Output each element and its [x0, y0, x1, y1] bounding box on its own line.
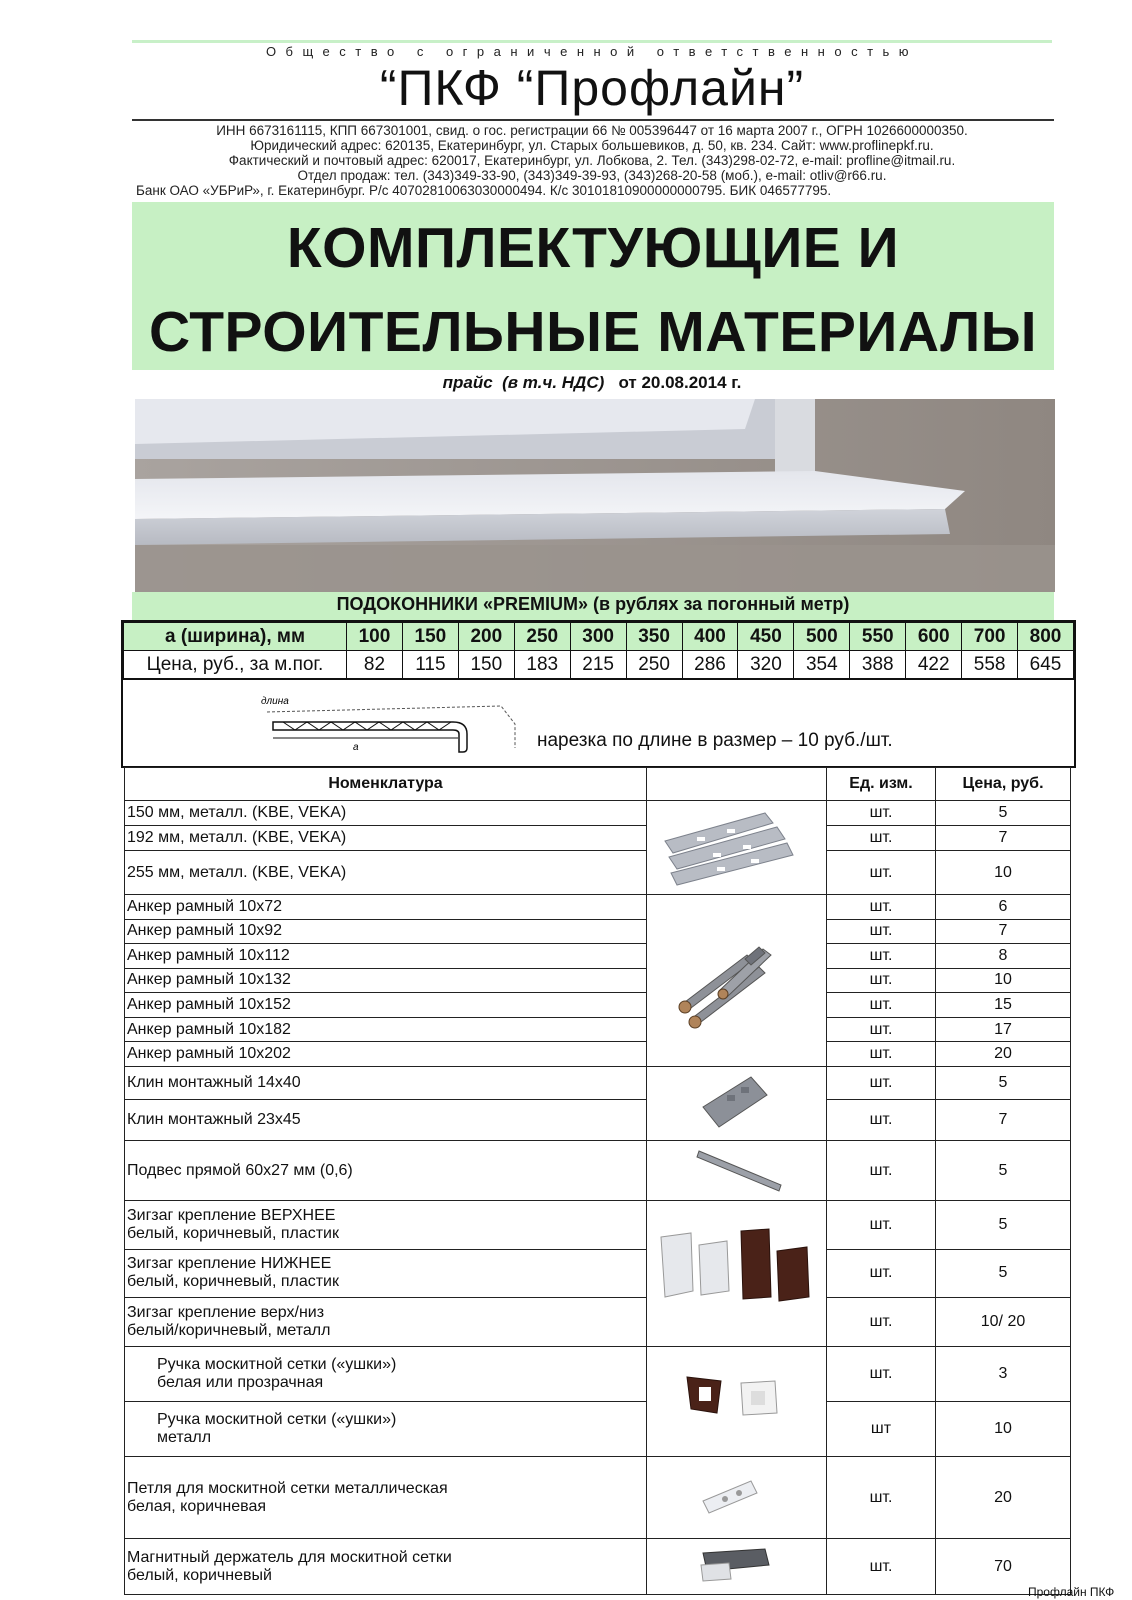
table-row: [125, 944, 1071, 969]
item-price: 7: [936, 919, 1071, 944]
item-price: 5: [936, 801, 1071, 826]
mounting-wedge-image: [647, 1067, 827, 1141]
item-price: 8: [936, 944, 1071, 969]
item-price: 5: [936, 1201, 1071, 1250]
frame-anchor-image: [647, 895, 827, 1067]
item-unit: шт.: [827, 851, 936, 895]
price-date: [132, 373, 1052, 393]
item-name-line: металл: [157, 1429, 212, 1446]
requisites-line: Юридический адрес: 620135, Екатеринбург, ул. Старых большевиков, д. 50, кв. 234. Сайт: www.proflinepkf.ru.: [250, 138, 934, 153]
item-name: 255 мм, металл. (KBE, VEKA): [125, 851, 647, 895]
col-header-name: Номенклатура: [125, 768, 647, 801]
item-unit: шт.: [827, 944, 936, 969]
item-unit: шт.: [827, 968, 936, 993]
item-name-line: белый, коричневый, пластик: [127, 1273, 339, 1291]
straight-hanger-image: [647, 1141, 827, 1201]
item-price: 5: [936, 1067, 1071, 1100]
table-row: [125, 1249, 1071, 1298]
item-name-line: Магнитный держатель для москитной сетки: [127, 1548, 452, 1566]
sill-price: 150: [458, 651, 514, 679]
sill-section-title: ПОДОКОННИКИ «PREMIUM» (в рублях за погонный метр): [336, 594, 850, 614]
table-row: [125, 826, 1071, 851]
item-name-line: Ручка москитной сетки («ушки»): [157, 1411, 397, 1428]
vat-note: (в т.ч. НДС): [502, 373, 605, 392]
table-header-row: [125, 768, 1071, 801]
item-name-line: белый, коричневый, пластик: [127, 1224, 339, 1242]
item-price: 6: [936, 895, 1071, 920]
sill-width: 150: [402, 623, 458, 651]
magnetic-holder-image: [647, 1539, 827, 1595]
page-footer: Профлайн ПКФ: [1028, 1585, 1115, 1599]
item-name-line: белая или прозрачная: [157, 1374, 324, 1391]
sill-price: 250: [626, 651, 682, 679]
sill-width: 450: [738, 623, 794, 651]
windowsill-photo: [135, 399, 1055, 592]
sill-width: 500: [794, 623, 850, 651]
sill-price: 558: [962, 651, 1018, 679]
sill-price: 115: [402, 651, 458, 679]
accessories-price-table: [124, 767, 1070, 1595]
sill-width: 550: [850, 623, 906, 651]
requisites: [132, 123, 1052, 198]
item-unit: шт.: [827, 993, 936, 1018]
table-row: [125, 1141, 1071, 1201]
sill-price-label: Цена, руб., за м.пог.: [124, 651, 347, 679]
item-name: [125, 1539, 647, 1595]
sill-width: 100: [347, 623, 403, 651]
sill-width: 700: [962, 623, 1018, 651]
price-date-value: от 20.08.2014 г.: [618, 373, 742, 392]
header-divider: [132, 119, 1054, 121]
cut-to-size-note: нарезка по длине в размер – 10 руб./шт.: [537, 730, 893, 751]
item-name: [125, 1249, 647, 1298]
zigzag-fastener-image: [647, 1201, 827, 1347]
item-unit: шт: [827, 1402, 936, 1457]
col-header-unit: Ед. изм.: [827, 768, 936, 801]
mesh-hinge-image: [647, 1457, 827, 1539]
item-name: [125, 1298, 647, 1347]
table-row: [125, 895, 1071, 920]
sill-width: 600: [906, 623, 962, 651]
item-unit: шт.: [827, 1457, 936, 1539]
item-name: Анкер рамный 10х132: [125, 968, 647, 993]
table-row: [125, 993, 1071, 1018]
item-unit: шт.: [827, 1201, 936, 1250]
item-name: Клин монтажный 14х40: [125, 1067, 647, 1100]
col-header-price: Цена, руб.: [936, 768, 1071, 801]
item-name: [125, 1457, 647, 1539]
item-unit: шт.: [827, 1539, 936, 1595]
sill-profile-icon: [253, 684, 553, 764]
table-row: [125, 1201, 1071, 1250]
item-name: Анкер рамный 10х92: [125, 919, 647, 944]
table-row: [125, 1347, 1071, 1402]
table-row: [125, 1539, 1071, 1595]
item-name-line: белый, коричневый: [127, 1566, 272, 1584]
item-name: 150 мм, металл. (KBE, VEKA): [125, 801, 647, 826]
item-unit: шт.: [827, 801, 936, 826]
sill-width: 300: [570, 623, 626, 651]
sill-price: 388: [850, 651, 906, 679]
item-name: Анкер рамный 10х152: [125, 993, 647, 1018]
table-row: [125, 1100, 1071, 1141]
org-name: “ПКФ “Профлайн”: [379, 60, 805, 116]
table-row: [125, 968, 1071, 993]
sill-price: 215: [570, 651, 626, 679]
item-unit: шт.: [827, 1347, 936, 1402]
item-name: Анкер рамный 10х72: [125, 895, 647, 920]
item-name: [125, 1402, 647, 1457]
item-unit: шт.: [827, 826, 936, 851]
item-unit: шт.: [827, 895, 936, 920]
requisites-line: Фактический и почтовый адрес: 620017, Екатеринбург, ул. Лобкова, 2. Тел. (343)298-02-72, e-mail: profline@itmail.ru.: [228, 153, 956, 168]
item-name-line: Ручка москитной сетки («ушки»): [157, 1356, 397, 1373]
sill-width-label: а (ширина), мм: [124, 623, 347, 651]
item-price: 15: [936, 993, 1071, 1018]
drawing-length-label: длина: [261, 696, 289, 707]
table-row: [125, 801, 1071, 826]
item-price: 5: [936, 1249, 1071, 1298]
item-price: 20: [936, 1042, 1071, 1067]
sill-profile-drawing: [123, 679, 1074, 766]
item-name-line: Зигзаг крепление НИЖНЕЕ: [127, 1255, 332, 1273]
sill-price: 183: [514, 651, 570, 679]
item-price: 7: [936, 826, 1071, 851]
requisites-line: ИНН 6673161115, КПП 667301001, свид. о гос. регистрации 66 № 005396447 от 16 марта 2007 г., ОГРН 1026600000350.: [216, 123, 968, 138]
item-name: Подвес прямой 60х27 мм (0,6): [125, 1141, 647, 1201]
item-unit: шт.: [827, 1067, 936, 1100]
table-row: [125, 1298, 1071, 1347]
sill-price: 422: [906, 651, 962, 679]
sill-price: 320: [738, 651, 794, 679]
table-row: [125, 1017, 1071, 1042]
item-price: 10: [936, 1402, 1071, 1457]
sill-width: 800: [1018, 623, 1074, 651]
item-name-line: Зигзаг крепление верх/низ: [127, 1304, 325, 1322]
item-name: Анкер рамный 10х202: [125, 1042, 647, 1067]
sill-price: 645: [1018, 651, 1074, 679]
item-unit: шт.: [827, 1141, 936, 1201]
item-name: Анкер рамный 10х182: [125, 1017, 647, 1042]
item-name: [125, 1201, 647, 1250]
item-price: 3: [936, 1347, 1071, 1402]
item-price: 10: [936, 851, 1071, 895]
item-unit: шт.: [827, 919, 936, 944]
item-unit: шт.: [827, 1017, 936, 1042]
requisites-line: Банк ОАО «УБРиР», г. Екатеринбург. Р/с 40702810063030000494. К/с 30101810900000000795. БИК 046577795.: [136, 183, 832, 198]
item-price: 7: [936, 1100, 1071, 1141]
sill-width: 400: [682, 623, 738, 651]
requisites-line: Отдел продаж: тел. (343)349-33-90, (343)349-39-93, (343)268-20-58 (моб.), e-mail: otliv@r66.ru.: [297, 168, 887, 183]
sill-width: 350: [626, 623, 682, 651]
col-header-image: [647, 768, 827, 801]
page-title: [132, 206, 1054, 374]
title-line-2: СТРОИТЕЛЬНЫЕ МАТЕРИАЛЫ: [148, 300, 1038, 364]
sill-width: 250: [514, 623, 570, 651]
mesh-handle-image: [647, 1347, 827, 1457]
drawing-a-label: а: [353, 742, 359, 753]
sill-price: 286: [682, 651, 738, 679]
item-price: 17: [936, 1017, 1071, 1042]
item-price: 20: [936, 1457, 1071, 1539]
item-price: 10/ 20: [936, 1298, 1071, 1347]
anchor-plate-image: [647, 801, 827, 895]
sill-width: 200: [458, 623, 514, 651]
item-price: 5: [936, 1141, 1071, 1201]
header-top-band: [132, 40, 1052, 43]
item-name: Клин монтажный 23х45: [125, 1100, 647, 1141]
item-unit: шт.: [827, 1042, 936, 1067]
item-name-line: белый/коричневый, металл: [127, 1322, 331, 1340]
sill-width-row: [124, 623, 1074, 651]
item-unit: шт.: [827, 1249, 936, 1298]
item-price: 10: [936, 968, 1071, 993]
table-row: [125, 1067, 1071, 1100]
sill-price-row: [124, 651, 1074, 679]
table-row: [125, 851, 1071, 895]
item-name: Анкер рамный 10х112: [125, 944, 647, 969]
price-label: прайс: [442, 373, 493, 392]
item-unit: шт.: [827, 1298, 936, 1347]
title-line-1: КОМПЛЕКТУЮЩИЕ И: [286, 216, 900, 280]
item-name: 192 мм, металл. (KBE, VEKA): [125, 826, 647, 851]
table-row: [125, 919, 1071, 944]
item-name-line: Зигзаг крепление ВЕРХНЕЕ: [127, 1206, 336, 1224]
sill-price-table: [121, 620, 1076, 768]
sill-price: 354: [794, 651, 850, 679]
org-legal-form: Общество с ограниченной ответственностью: [265, 44, 919, 59]
table-row: [125, 1402, 1071, 1457]
item-name-line: белая, коричневая: [127, 1497, 267, 1515]
item-price: 70: [936, 1539, 1071, 1595]
table-row: [125, 1457, 1071, 1539]
table-row: [125, 1042, 1071, 1067]
item-unit: шт.: [827, 1100, 936, 1141]
sill-price: 82: [347, 651, 403, 679]
item-name-line: Петля для москитной сетки металлическая: [127, 1479, 448, 1497]
item-name: [125, 1347, 647, 1402]
